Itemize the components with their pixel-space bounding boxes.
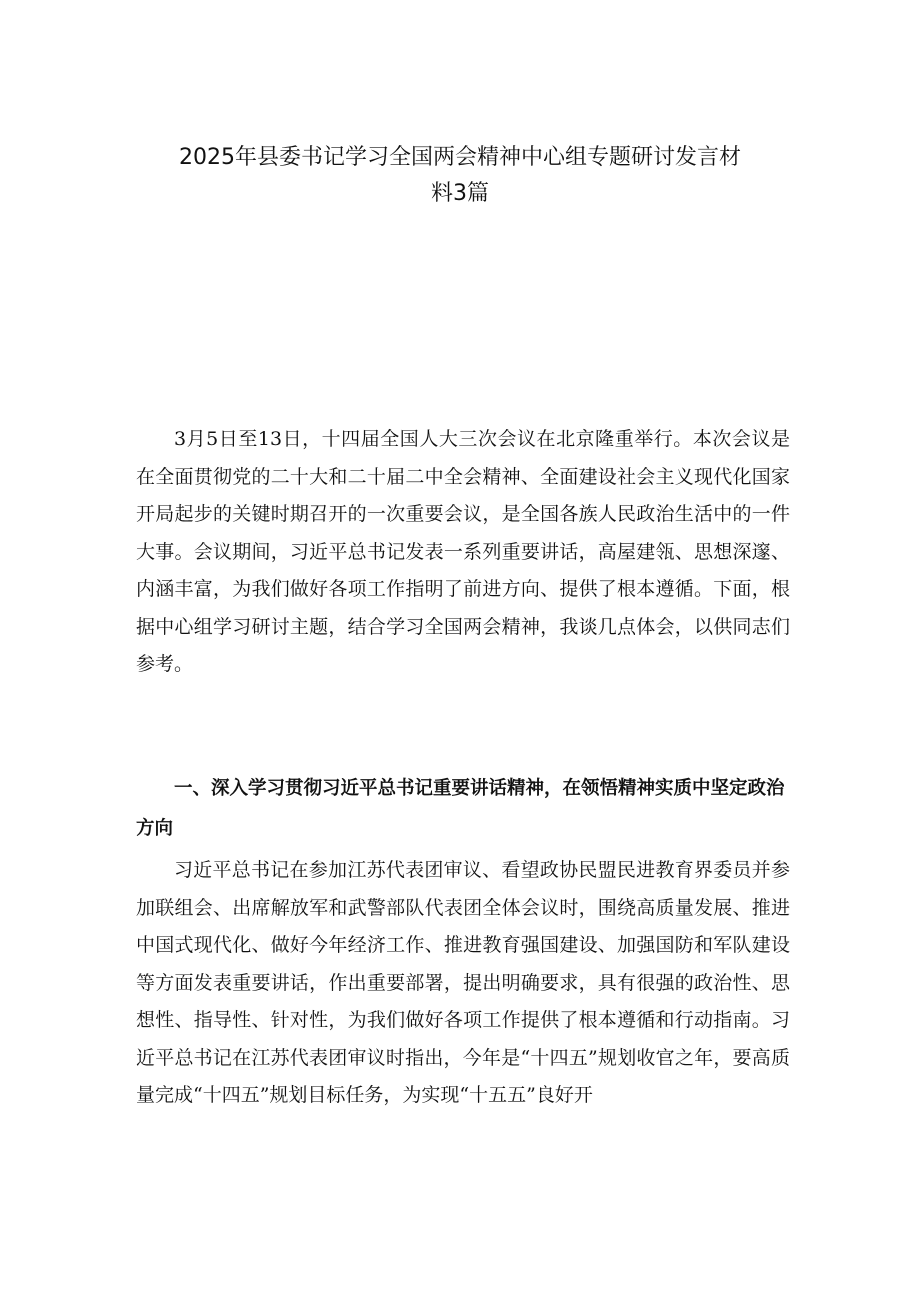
document-title-line-1: 2025年县委书记学习全国两会精神中心组专题研讨发言材 <box>179 145 741 170</box>
section-1-paragraph: 习近平总书记在参加江苏代表团审议、看望政协民盟民进教育界委员并参加联组会、出席解放军和武警部队代表团全体会议时，围绕高质量发展、推进中国式现代化、做好今年经济工作、推进教育强国建设、加强国防和军队建设等方面发表重要讲话，作出重要部署，提出明确要求，具有很强的政治性、思想性、指导性、针对性，为我们做好各项工作提供了根本遵循和行动指南。习近平总书记在江苏代表团审议时指出，今年是“十四五”规划收官之年，要高质量完成“十四五”规划目标任务，为实现“十五五”良好开 <box>136 859 790 1106</box>
intro-paragraph: 3月5日至13日，十四届全国人大三次会议在北京隆重举行。本次会议是在全面贯彻党的二十大和二十届二中全会精神、全面建设社会主义现代化国家开局起步的关键时期召开的一次重要会议，是全国各族人民政治生活中的一件大事。会议期间，习近平总书记发表一系列重要讲话，高屋建瓴、思想深邃、内涵丰富，为我们做好各项工作指明了前进方向、提供了根本遵循。下面，根据中心组学习研讨主题，结合学习全国两会精神，我谈几点体会，以供同志们参考。 <box>136 428 790 675</box>
document-title <box>130 140 790 212</box>
document-title-line-2: 料3篇 <box>431 181 489 206</box>
section-heading-1: 一、深入学习贯彻习近平总书记重要讲话精神，在领悟精神实质中坚定政治方向 <box>136 778 785 839</box>
